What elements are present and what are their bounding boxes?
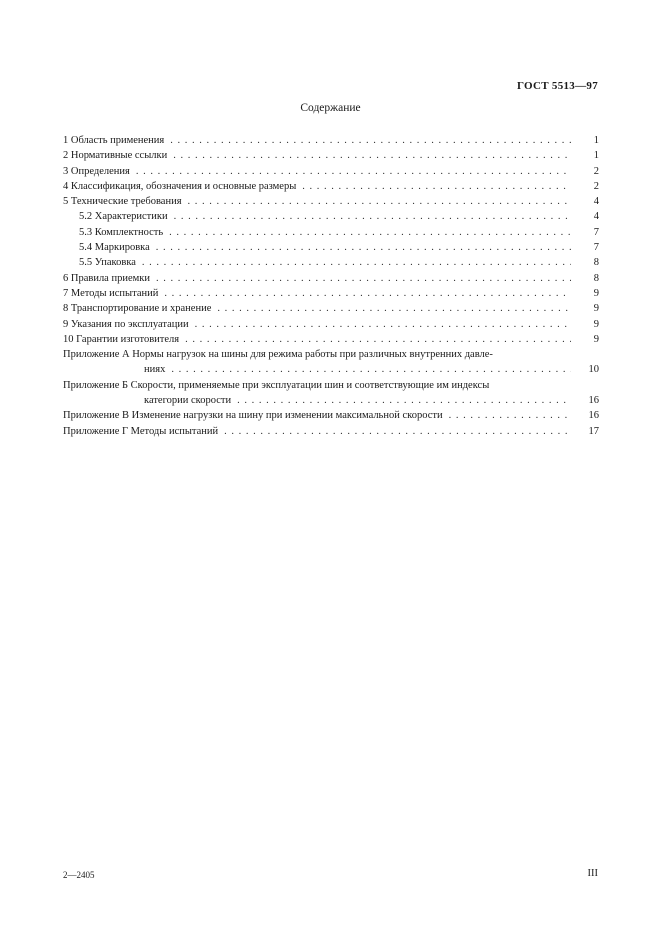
appendix-title-cont: ниях — [144, 364, 166, 376]
leader-dots — [237, 393, 571, 408]
leader-dots — [174, 209, 571, 224]
toc-entry-page: 9 — [593, 333, 599, 345]
leader-dots — [171, 362, 571, 377]
toc-entry-page: 17 — [588, 425, 599, 437]
toc-entry-page: 16 — [588, 395, 599, 407]
toc-entry[interactable] — [63, 317, 599, 332]
toc-entry-page: 7 — [593, 242, 599, 254]
leader-dots — [136, 164, 571, 179]
leader-dots — [170, 133, 571, 148]
toc-entry-page: 4 — [593, 211, 599, 223]
toc-entry-label: Приложение В Изменение нагрузки на шину при изменении максимальной скорости — [63, 410, 443, 422]
toc-entry-label: 2 Нормативные ссылки — [63, 150, 168, 162]
toc-entry-label: 7 Методы испытаний — [63, 287, 159, 299]
toc-entry-page: 4 — [593, 196, 599, 208]
toc-entry-label: 1 Область применения — [63, 135, 165, 146]
leader-dots — [169, 225, 571, 240]
toc-entry-page: 1 — [593, 150, 599, 162]
leader-dots — [142, 255, 571, 270]
toc-entry-label: 5.2 Характеристики — [79, 211, 168, 223]
leader-dots — [156, 271, 571, 286]
toc-entry[interactable] — [63, 164, 599, 179]
toc-title: Содержание — [300, 102, 361, 114]
toc-entry-label: 3 Определения — [63, 165, 130, 177]
appendix-title-cont: категории скорости — [144, 395, 232, 407]
toc-entry[interactable] — [63, 271, 599, 286]
appendix-title-line: Приложение А Нормы нагрузок на шины для режима работы при различных внутренних давле- — [63, 349, 493, 361]
print-code: 2—2405 — [63, 870, 95, 880]
toc-entry-page: 2 — [593, 165, 599, 177]
toc-appendix-b[interactable] — [63, 378, 599, 409]
toc-appendix-d[interactable] — [63, 424, 599, 439]
leader-dots — [195, 317, 571, 332]
leader-dots — [185, 332, 571, 347]
toc-subentry[interactable] — [63, 255, 599, 270]
toc-entry-label: 5.5 Упаковка — [79, 257, 136, 269]
toc-entry[interactable] — [63, 148, 599, 163]
toc-entry-page: 16 — [588, 410, 599, 422]
toc-entry-label: 5.4 Маркировка — [79, 242, 150, 254]
appendix-title-line: Приложение Б Скорости, применяемые при эксплуатации шин и соответствующие им индексы — [63, 379, 490, 391]
toc-entry-label: 4 Классификация, обозначения и основные размеры — [63, 180, 297, 192]
toc-entry-label: Приложение Г Методы испытаний — [63, 425, 219, 437]
toc-entry[interactable] — [63, 332, 599, 347]
toc-subentry[interactable] — [63, 209, 599, 224]
toc-entry-page: 10 — [588, 364, 599, 376]
toc-entry[interactable] — [63, 133, 599, 148]
toc-entry-page: 1 — [593, 135, 599, 146]
toc-entry[interactable] — [63, 286, 599, 301]
toc-entry-label: 8 Транспортирование и хранение — [63, 303, 212, 315]
standard-code: ГОСТ 5513—97 — [516, 80, 598, 92]
toc-entry-label: 9 Указания по эксплуатации — [63, 318, 189, 330]
table-of-contents — [63, 133, 599, 439]
leader-dots — [217, 301, 571, 316]
leader-dots — [224, 424, 571, 439]
leader-dots — [173, 148, 571, 163]
page-number: III — [587, 868, 598, 879]
toc-entry-page: 8 — [593, 272, 599, 284]
toc-entry-page: 9 — [593, 303, 599, 315]
toc-subentry[interactable] — [63, 225, 599, 240]
toc-entry-label: 5.3 Комплектность — [79, 226, 164, 238]
toc-entry-label: 10 Гарантии изготовителя — [63, 333, 180, 345]
leader-dots — [449, 408, 571, 423]
toc-entry-page: 9 — [593, 318, 599, 330]
toc-entry-label: 5 Технические требования — [63, 196, 182, 208]
toc-entry-page: 8 — [593, 257, 599, 269]
toc-entry[interactable] — [63, 194, 599, 209]
toc-entry-page: 9 — [593, 287, 599, 299]
leader-dots — [302, 179, 571, 194]
toc-entry-page: 2 — [593, 180, 599, 192]
leader-dots — [188, 194, 571, 209]
appendix-continuation — [63, 393, 599, 408]
leader-dots — [164, 286, 571, 301]
toc-entry-label: 6 Правила приемки — [63, 272, 150, 284]
toc-appendix-a[interactable] — [63, 347, 599, 378]
toc-subentry[interactable] — [63, 240, 599, 255]
appendix-continuation — [63, 362, 599, 377]
toc-entry[interactable] — [63, 301, 599, 316]
toc-entry-page: 7 — [593, 226, 599, 238]
toc-appendix-c[interactable] — [63, 408, 599, 423]
toc-entry[interactable] — [63, 179, 599, 194]
leader-dots — [156, 240, 571, 255]
